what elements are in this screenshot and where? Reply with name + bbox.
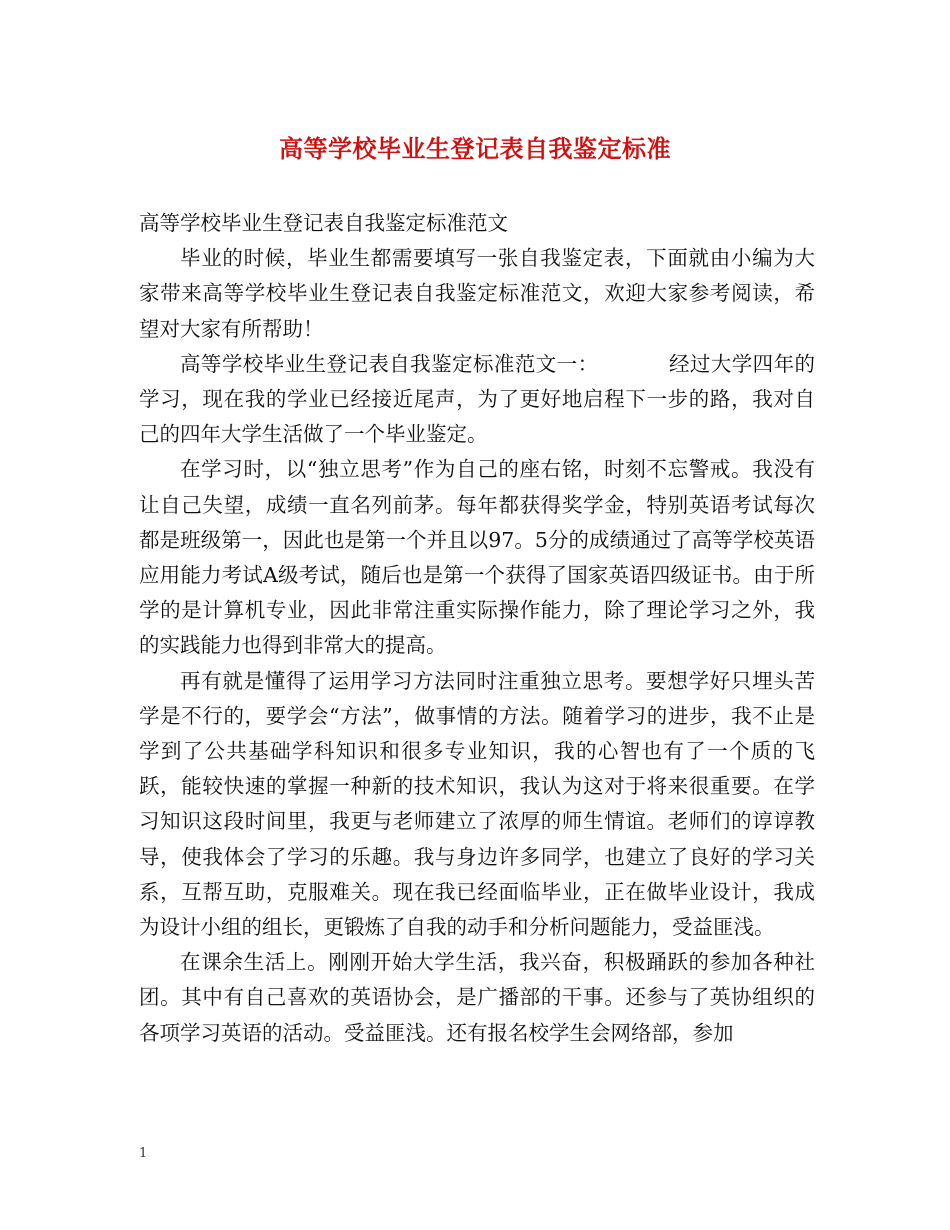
sample-one-text: 经过大学四年的学习，现在我的学业已经接近尾声，为了更好地启程下一步的路，我对自己的四年大学生活做了一个毕业鉴定。 (139, 351, 816, 447)
extracurricular-paragraph: 在课余生活上。刚刚开始大学生活，我兴奋，积极踊跃的参加各种社团。其中有自己喜欢的英语协会，是广播部的干事。还参与了英协组织的各项学习英语的活动。受益匪浅。还有报名校学生会网络部，参加 (139, 950, 815, 1045)
document-body (139, 206, 815, 1051)
study-paragraph: 在学习时，以“独立思考”作为自己的座右铭，时刻不忘警戒。我没有让自己失望，成绩一直名列前茅。每年都获得奖学金，特别英语考试每次都是班级第一，因此也是第一个并且以97。5分的成绩通过了高等学校英语应用能力考试A级考试，随后也是第一个获得了国家英语四级证书。由于所学的是计算机专业，因此非常注重实际操作能力，除了理论学习之外，我的实践能力也得到非常大的提高。 (139, 457, 815, 658)
page-number: 1 (139, 1146, 148, 1161)
intro-paragraph: 毕业的时候，毕业生都需要填写一张自我鉴定表，下面就由小编为大家带来高等学校毕业生登记表自我鉴定标准范文，欢迎大家参考阅读，希望对大家有所帮助！ (139, 246, 815, 341)
sample-one-heading: 高等学校毕业生登记表自我鉴定标准范文一： (180, 351, 599, 376)
method-paragraph: 再有就是懂得了运用学习方法同时注重独立思考。要想学好只埋头苦学是不行的，要学会“方法”，做事情的方法。随着学习的进步，我不止是学到了公共基础学科知识和很多专业知识，我的心智也有了一个质的飞跃，能较快速的掌握一种新的技术知识，我认为这对于将来很重要。在学习知识这段时间里，我更与老师建立了浓厚的师生情谊。老师们的谆谆教导，使我体会了学习的乐趣。我与身边许多同学，也建立了良好的学习关系，互帮互助，克服难关。现在我已经面临毕业，正在做毕业设计，我成为设计小组的组长，更锻炼了自我的动手和分析问题能力，受益匪浅。 (139, 668, 815, 940)
document-title: 高等学校毕业生登记表自我鉴定标准 (279, 134, 671, 163)
document-subtitle: 高等学校毕业生登记表自我鉴定标准范文 (139, 211, 508, 235)
sample-one-paragraph (139, 347, 815, 453)
